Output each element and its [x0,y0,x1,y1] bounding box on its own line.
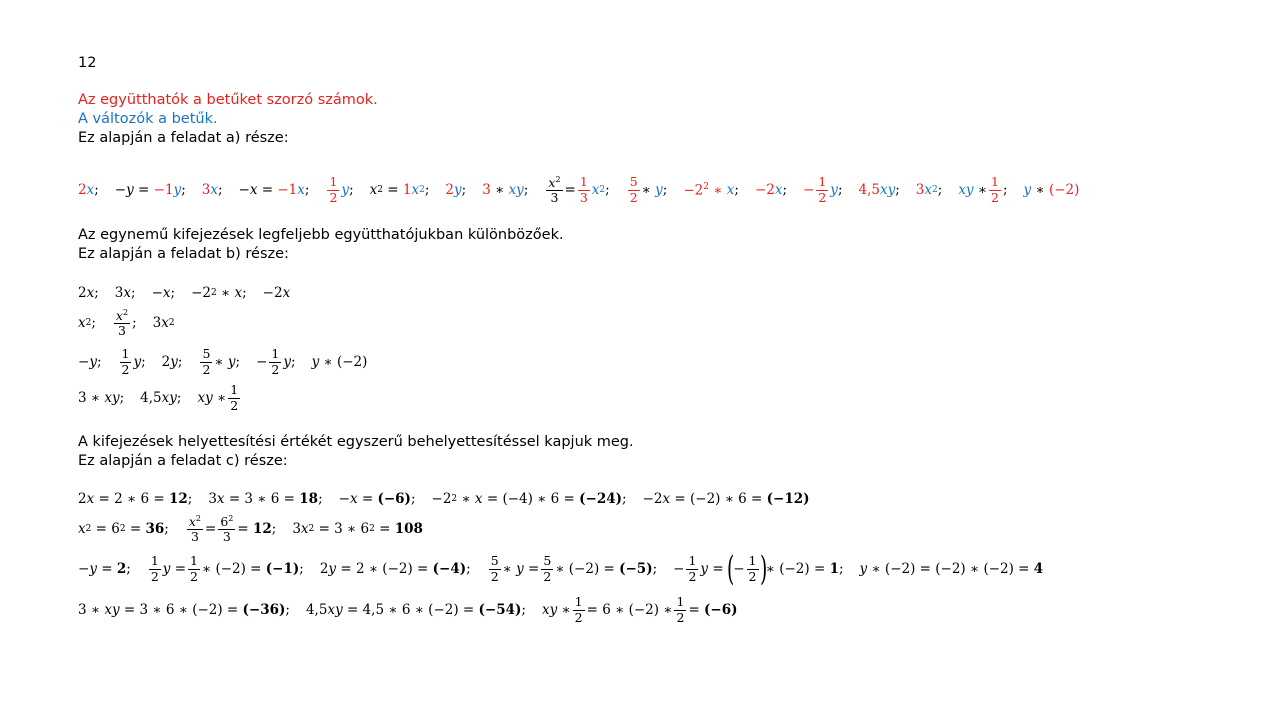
part-b-heading: Ez alapján a feladat b) része: [78,246,289,262]
result: 12 [252,521,272,537]
result: (−1) [265,561,300,577]
evaluation-x-terms: 2 x = 2 ∗ 6 = 12 ; 3 x = 3 ∗ 6 = 18 ; − x = (−6) ; −2 2 ∗ x = (−4) ∗ 6 = (−24) ; −2 x = (−2) ∗ 6 = (−12) [78,491,810,507]
evaluation-x-squared-terms: x 2 = 6 2 = 36 ; $\frac{x^2}{3}$ = $\frac{6^2}{3}$ = 12 ; 3 x 2 = 3 ∗ 6 2 = 108 [78,513,423,545]
result: (−12) [766,491,810,507]
result: (−6) [704,602,738,618]
result: 18 [299,491,319,507]
group-y-terms: − y ; $\frac{1}{2}$ y ; 2 y ; $\frac{5}{2}$ ∗ y ; − $\frac{1}{2}$ y ; y ∗ (−2) [78,346,368,377]
group-x-squared-terms: x 2 ; $\frac{x^2}{3}$ ; 3 x 2 [78,307,175,339]
substitution-definition: A kifejezések helyettesítési értékét egyszerű behelyettesítéssel kapjuk meg. [78,434,634,450]
result: 4 [1033,561,1044,577]
definition-variables: A változók a betűk. [78,111,218,127]
result: 1 [829,561,839,577]
result: (−24) [579,491,622,507]
definition-coefficients: Az együtthatók a betűket szorzó számok. [78,92,378,108]
result: 108 [394,521,423,537]
part-a-heading: Ez alapján a feladat a) része: [78,130,289,146]
part-c-heading: Ez alapján a feladat c) része: [78,453,288,469]
result: (−6) [377,491,411,507]
result: (−5) [619,561,653,577]
result: 2 [116,561,127,577]
result: 12 [168,491,188,507]
result: (−36) [242,602,286,618]
result: 36 [145,521,165,537]
page-number: 12 [78,55,97,71]
group-x-terms: 2 x ; 3 x ; − x ; −2 2 ∗ x ; −2 x [78,285,291,301]
like-terms-definition: Az egynemű kifejezések legfeljebb együtthatójukban különbözőek. [78,227,564,243]
part-a-expressions: 2 x ; − y = −1 y ; 3 x ; − x = −1 x ; $\frac{1}{2}$ y ; x 2 = 1 x 2 ; 2 y ; 3 ∗ xy ; $\frac{x^2}{3}$ = $\frac{1}{3}$ x 2 ; $\frac{5}{2}$ ∗ y ; $-2^2$ ∗ x ; −2 x ; − $\frac{1}{2}$ y ; 4,5 xy ; 3 x 2 ; xy ∗ $\frac{1}{2}$ ; y ∗ (−2) [78,174,1080,206]
evaluation-xy-terms: 3 ∗ xy = 3 ∗ 6 ∗ (−2) = (−36) ; 4,5 xy = 4,5 ∗ 6 ∗ (−2) = (−54) ; xy ∗ $\frac{1}{2}$ = 6 ∗ (−2) ∗ $\frac{1}{2}$ = (−6) [78,594,738,625]
result: (−54) [478,602,522,618]
evaluation-y-terms: − y = 2 ; $\frac{1}{2}$ y = $\frac{1}{2}$ ∗ (−2) = (−1) ; 2 y = 2 ∗ (−2) = (−4) ; $\frac{5}{2}$ ∗ y = $\frac{5}{2}$ ∗ (−2) = (−5) ; − $\frac{1}{2}$ y = ( − $\frac{1}{2}$ ) ∗ (−2) = 1 ; y ∗ (−2) = (−2) ∗ (−2) = 4 [78,549,1044,589]
result: (−4) [432,561,467,577]
group-xy-terms: 3 ∗ xy ; 4,5 xy ; xy ∗ $\frac{1}{2}$ [78,382,239,413]
